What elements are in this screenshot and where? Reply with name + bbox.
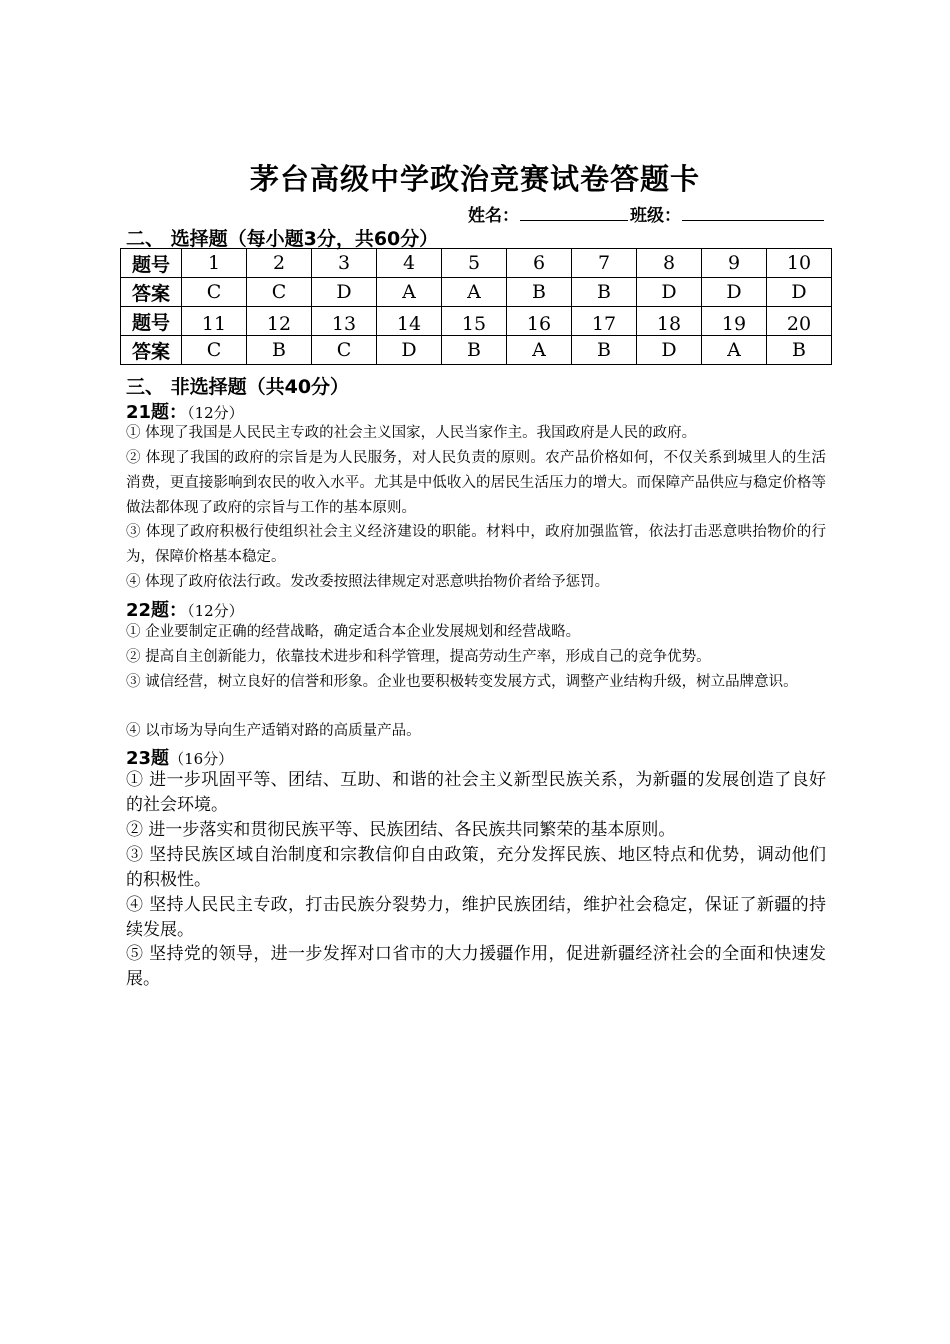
q21-points: （12分） <box>187 404 244 422</box>
answer-cell: B <box>767 336 832 365</box>
question-number: 19 <box>702 307 767 336</box>
q23-answer-1: ① 进一步巩固平等、团结、互助、和谐的社会主义新型民族关系，为新疆的发展创造了良好的社会环境。 <box>126 770 826 815</box>
q23-points: （16分） <box>169 750 234 768</box>
q23-title: 23题 <box>126 748 170 769</box>
section-2-heading: 二、 选择题（每小题3分，共60分） <box>126 228 439 250</box>
question-number: 8 <box>637 249 702 278</box>
question-number: 4 <box>377 249 442 278</box>
answer-cell: B <box>442 336 507 365</box>
answer-cell: D <box>377 336 442 365</box>
answer-cell: D <box>767 278 832 307</box>
q21-title: 21题： <box>126 402 188 423</box>
answer-cell: D <box>702 278 767 307</box>
q21-answer-1: ① 体现了我国是人民民主专政的社会主义国家，人民当家作主。我国政府是人民的政府。 <box>126 425 697 441</box>
answer-cell: C <box>182 278 247 307</box>
q23-answer-5: ⑤ 坚持党的领导，进一步发挥对口省市的大力援疆作用，促进新疆经济社会的全面和快速发展。 <box>126 944 826 989</box>
number-header: 题号 <box>121 307 182 336</box>
question-number: 18 <box>637 307 702 336</box>
question-number: 15 <box>442 307 507 336</box>
q22-heading <box>126 596 244 622</box>
question-number: 1 <box>182 249 247 278</box>
question-number: 14 <box>377 307 442 336</box>
answer-cell: B <box>572 336 637 365</box>
answer-cell: D <box>637 336 702 365</box>
question-number: 13 <box>312 307 377 336</box>
student-info-row <box>468 201 828 225</box>
answer-cell: B <box>247 336 312 365</box>
answer-cell: A <box>442 278 507 307</box>
q23-answer-2: ② 进一步落实和贯彻民族平等、民族团结、各民族共同繁荣的基本原则。 <box>126 820 676 840</box>
q22-answer-4: ④ 以市场为导向生产适销对路的高质量产品。 <box>126 723 421 739</box>
question-number: 20 <box>767 307 832 336</box>
answer-cell: C <box>247 278 312 307</box>
question-number: 17 <box>572 307 637 336</box>
q23-answer-3: ③ 坚持民族区域自治制度和宗教信仰自由政策，充分发挥民族、地区特点和优势，调动他们的积极性。 <box>126 845 826 890</box>
name-field[interactable] <box>520 220 628 221</box>
answer-cell: C <box>312 336 377 365</box>
name-label: 姓名： <box>468 206 519 226</box>
question-number: 16 <box>507 307 572 336</box>
question-number: 9 <box>702 249 767 278</box>
answer-table <box>120 248 832 365</box>
answer-header: 答案 <box>121 278 182 307</box>
q21-answer-2: ② 体现了我国的政府的宗旨是为人民服务，对人民负责的原则。农产品价格如何，不仅关系到城里人的生活消费，更直接影响到农民的收入水平。尤其是中低收入的居民生活压力的增大。而保障产品供应与稳定价格等做法都体现了政府的宗旨与工作的基本原则。 <box>126 450 826 516</box>
page-title: 茅台高级中学政治竞赛试卷答题卡 <box>249 162 700 196</box>
answer-cell: D <box>637 278 702 307</box>
q22-answer-3: ③ 诚信经营，树立良好的信誉和形象。企业也要积极转变发展方式，调整产业结构升级，树立品牌意识。 <box>126 674 798 690</box>
answer-cell: C <box>182 336 247 365</box>
table-row <box>121 278 832 307</box>
question-number: 10 <box>767 249 832 278</box>
question-number: 12 <box>247 307 312 336</box>
answer-cell: B <box>572 278 637 307</box>
answer-cell: B <box>507 278 572 307</box>
q21-answer-4: ④ 体现了政府依法行政。发改委按照法律规定对恶意哄抬物价者给予惩罚。 <box>126 574 610 590</box>
answer-cell: A <box>377 278 442 307</box>
question-number: 3 <box>312 249 377 278</box>
table-row <box>121 336 832 365</box>
class-field[interactable] <box>682 220 824 221</box>
answer-header: 答案 <box>121 336 182 365</box>
q22-title: 22题： <box>126 600 188 621</box>
answer-cell: A <box>702 336 767 365</box>
question-number: 7 <box>572 249 637 278</box>
question-number: 11 <box>182 307 247 336</box>
q22-points: （12分） <box>187 602 244 620</box>
section-3-heading: 三、 非选择题（共40分） <box>126 376 350 398</box>
answer-cell: A <box>507 336 572 365</box>
table-row <box>121 307 832 336</box>
class-label: 班级： <box>630 206 681 226</box>
q22-answer-1: ① 企业要制定正确的经营战略，确定适合本企业发展规划和经营战略。 <box>126 624 581 640</box>
q23-heading <box>126 744 233 770</box>
q22-answer-2: ② 提高自主创新能力，依靠技术进步和科学管理，提高劳动生产率，形成自己的竞争优势。 <box>126 649 711 665</box>
answer-cell: D <box>312 278 377 307</box>
q21-answer-3: ③ 体现了政府积极行使组织社会主义经济建设的职能。材料中，政府加强监管，依法打击恶意哄抬物价的行为，保障价格基本稳定。 <box>126 524 826 565</box>
question-number: 5 <box>442 249 507 278</box>
question-number: 2 <box>247 249 312 278</box>
table-row <box>121 249 832 278</box>
number-header: 题号 <box>121 249 182 278</box>
question-number: 6 <box>507 249 572 278</box>
q23-answer-4: ④ 坚持人民民主专政，打击民族分裂势力，维护民族团结，维护社会稳定，保证了新疆的持续发展。 <box>126 895 826 940</box>
